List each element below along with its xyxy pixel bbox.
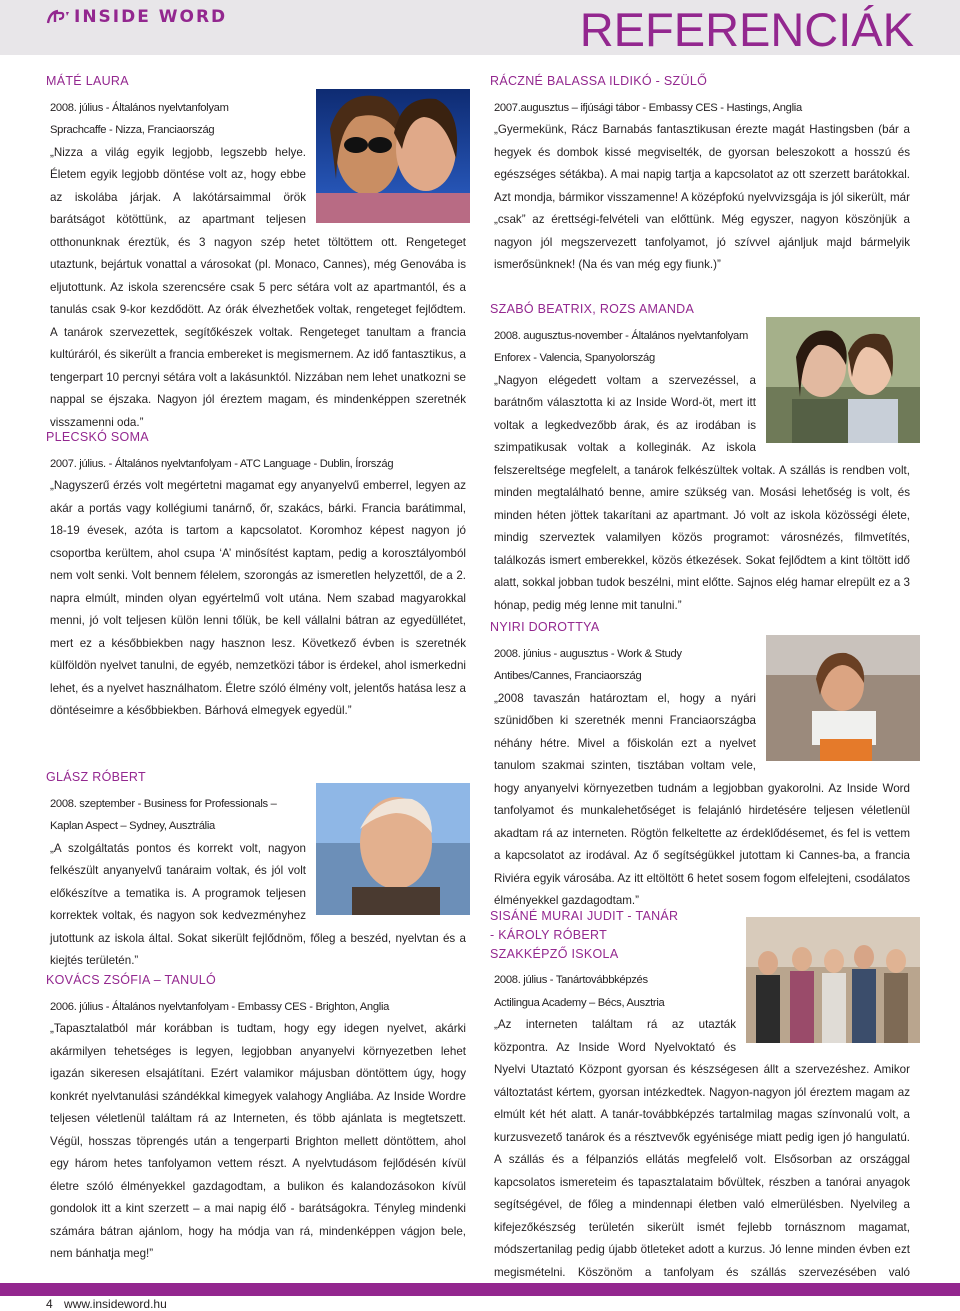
footer (46, 1297, 175, 1311)
right-column (490, 72, 910, 1307)
testimonial-name: SISÁNÉ MURAI JUDIT - TANÁR - KÁROLY RÓBERT SZAKKÉPZŐ ISKOLA (490, 909, 679, 961)
testimonial-meta: 2008. június - augusztus - Work & Study (494, 647, 682, 660)
testimonial-szabo-beatrix (490, 300, 910, 618)
testimonial-text: „2008 tavaszán határoztam el, hogy a nyári szünidőben ki szeretnék menni Franciaországba néhány hétre. Mivel a főiskolán ezt a nyelvet tanulom szakmai szinten, tisztában voltam vele, hogy anyanyelvi környezetben tudnám a legjobban gyakorolni. Az Inside Word tanfolyamot és munkalehetőséget is felajánló hirdetésére teljesen véletlenül akadtam rá az interneten. Rögtön felkeltette az érdeklődésemet, és fel is vettem a kapcsolatot az irodával. Az ő segítségükkel jutottam ki Cannes-ba, a francia Riviéra egyik városába. Az itt eltöltött 6 hetet sosem fogom elfelejteni, csodálatos élményekkel gazdagodtam.” (494, 691, 910, 908)
left-column (46, 72, 466, 1266)
page-title: REFERENCIÁK (579, 3, 914, 56)
testimonial-meta: 2007. július. - Általános nyelvtanfolyam - ATC Language - Dublin, Írország (50, 457, 394, 470)
testimonial-meta: 2008. augusztus-november - Általános nyelvtanfolyam (494, 329, 748, 342)
website-link[interactable]: www.insideword.hu (64, 1297, 167, 1311)
testimonial-meta: 2007.augusztus – ifjúsági tábor - Embassy CES - Hastings, Anglia (494, 101, 802, 114)
testimonial-raczne-balassa-ildiko (490, 72, 910, 300)
testimonial-sisane-murai-judit (490, 907, 910, 1307)
testimonial-meta: 2008. szeptember - Business for Professionals – (50, 797, 277, 810)
testimonial-meta: 2008. július - Tanártovábbképzés (494, 974, 648, 987)
testimonial-meta: Kaplan Aspect – Sydney, Ausztrália (50, 820, 215, 833)
testimonial-name: SZABÓ BEATRIX, ROZS AMANDA (490, 302, 695, 316)
testimonial-mate-laura (46, 72, 466, 428)
inside-word-logo-icon (46, 9, 70, 25)
testimonial-text: „Az interneten találtam rá az utazták központra. Az Inside Word Nyelvoktató és Nyelvi Utaztató Központ gyorsan és készségesen állt a szervezéshez. Amikor változtatást kértem, gyorsan intézkedtek. Nagyon-nagyon jól éreztem magam az elmúlt két hét alatt. A tanár-továbbképzés tartalmilag magas színvonalú volt, a kurzusvezető tanárok és a résztvevők egyénisége miatt pedig igen jó hangulatú. A szállás és a félpanziós ellátás megfelelő volt. Elsősorban az országgal kapcsolatos ismereteim és tapasztalataim bővültek, részben a tanórai anyagok segítségével, de főleg a mindennapi életben való elmerülésben. Nyelvileg a kifejezőkészség területén sikerült ismét fejlebb tornásznom magamat, módszertanilag pedig újabb ötleteket adott a kurzus. Jó lenne minden évben ezt megismételni. Köszönöm a tanfolyam és szállás szervezésében való (494, 1018, 910, 1279)
testimonial-text: „Nizza a világ egyik legjobb, legszebb helye. Életem egyik legjobb döntése volt az, hogy ebbe az iskolába járjak. A lakótársaimmal örök barátságot kötöttünk, az apartmant teljesen otthonunknak éreztük, és 3 nagyon szép hetet töltöttem ott. Rengeteget utaztunk, bejártuk vonattal a városokat (pl. Monaco, Cannes), még Genovába is eljutottunk. Az iskola szerencsére csak 5 perc sétára volt az apartmantól, és a tanulás csak 9-kor kezdődött. Az órák élvezhetőek voltak, rengeteget fejlődtem. A tanárok szervezettek, segítőkészek voltak. Rengeteget tanultam a francia kultúráról, és sikerült a francia embereket is megismernem. Az idő fantasztikus, a tengerpart 10 percnyi sétára volt a lakásunktól. Nizzában nem lehet unatkozni se nappal se éjszaka. Nagyon jól éreztem magam, és mindenképpen szeretnék visszamenni oda.” (50, 145, 466, 429)
testimonial-name: RÁCZNÉ BALASSA ILDIKÓ - SZÜLŐ (490, 74, 708, 88)
testimonial-nyiri-dorottya (490, 618, 910, 907)
photo-two-girls-outdoor (766, 317, 920, 443)
testimonial-meta: Antibes/Cannes, Franciaország (494, 670, 642, 683)
testimonial-text: „Gyermekünk, Rácz Barnabás fantasztikusan érezte magát Hastingsben (bár a hegyek és dombok kissé megviselték, de gyorsan beleszokott a hosszú és egészséges sétákba). A mai napig tartja a kapcsolatot az ott szerzett barátokkal. Azt mondja, bármikor visszamenne! A középfokú nyelvvizsgája is jól sikerült, már „csak” az érettségi-felvételi van előttünk. Még egyszer, nagyon köszönjük a nagyon jól megszervezett tanfolyamot, jó szívvel ajánljuk majd bármelyik ismerősünknek! (Na és van még egy fiunk.)” (494, 123, 910, 272)
photo-man-portrait (316, 783, 470, 915)
testimonial-name: PLECSKÓ SOMA (46, 430, 149, 444)
page-number: 4 (46, 1297, 53, 1311)
testimonial-meta: Enforex - Valencia, Spanyolország (494, 352, 655, 365)
photo-girl-sitting (766, 635, 920, 761)
testimonial-plecsko-soma (46, 428, 466, 768)
testimonial-kovacs-zsofia (46, 971, 466, 1266)
testimonial-glasz-robert (46, 768, 466, 971)
testimonial-text: „Nagyon elégedett voltam a szervezéssel, a barátnőm választotta ki az Inside Word-öt, mert itt voltak a legkedvezőbb árak, és az irodában is szimpatikusak voltak a kolleginák. Az iskola felszereltsége megfelelt, a tanárok felkészültek voltak. A szállás is rendben volt, minden megtalálható benne, amire szükség van. Mosási lehetőség is volt, és minden héten jöttek takarítani az apartmant. Jó volt az iskola közösségi élete, mindig szerveztek valamilyen közös programot: városnézés, filmvetítés, találkozás ismert emberekkel, közös étkezések. Sokat fejlődtem a kint töltött idő alatt, sokkal jobban tudok beszélni, mint előtte. Sajnos elég hamar elrepült ez a 3 hónap, pedig még lenne mit tanulni.” (494, 373, 910, 612)
logo (46, 7, 227, 27)
testimonial-text: „Nagyszerű érzés volt megértetni magamat egy anyanyelvű emberrel, legyen az akár a portás vagy kollégiumi tanárnő, őr, szakács, bárki. Francia barátimmal, 18-19 évesek, azóta is tartom a kapcsolatot. Koromhoz képest nagyon jó csoportba kerültem, ahol csupa ‘A’ minősítést kaptam, pedig a korosztályomból nem volt senki. Volt bennem félelem, szorongás az ismeretlen helyzettől, de a 2. napra elmúlt, minden olyan egyértelmű volt utána. Nem szabad magyarokkal menni, jó volt teljesen külön lenni tőlük, be kell vállalni bátran az egyedüllétet, mert ez a későbbiekben nagy hasznon lesz. Következő évben is szeretnék külföldön nyelvet tanulni, de egyéb, nemzetközi tábor is érdekel, ahol ismerkedni lehet, és a nyelvet használhatom. Életre szóló élmény volt, jelentős hatása lesz a döntéseimre a későbbiekben. Bárhová elmegyek egyedül.” (50, 479, 466, 718)
testimonial-meta: Actilingua Academy – Bécs, Ausztria (494, 996, 665, 1009)
page-header (0, 0, 960, 55)
logo-text: INSIDE WORD (74, 7, 228, 27)
testimonial-name: NYIRI DOROTTYA (490, 620, 600, 634)
photo-group-of-women (746, 917, 920, 1043)
testimonial-text: „A szolgáltatás pontos és korrekt volt, nagyon felkészült anyanyelvű tanáraim voltak, és jól volt előkészítve a tematika is. A programok teljesen korrektek voltak, és nagyon sok kedvezményhez jutottunk az iskola által. Sokat sikerült fejlődnöm, főleg a beszéd, nyelvtan és a kiejtés területén.” (50, 841, 466, 968)
testimonial-meta: 2006. július - Általános nyelvtanfolyam - Embassy CES - Brighton, Anglia (50, 1000, 390, 1013)
photo-two-girls (316, 89, 470, 223)
testimonial-name: MÁTÉ LAURA (46, 74, 129, 88)
testimonial-name: KOVÁCS ZSÓFIA – TANULÓ (46, 973, 217, 987)
testimonial-text: „Tapasztalatból már korábban is tudtam, hogy egy idegen nyelvet, akárki akármilyen tehetséges is legyen, legjobban anyanyelvi környezetben lehet igazán sikeresen elsajátítani. Ezért valamikor májusban döntöttem úgy, hogy konkrét nyelvtanulási szándékkal kimegyek valahogy Angliába. Az Inside Wordre teljesen véletlenül találtam rá az Interneten, és több ajánlata is megtetszett. Végül, hosszas töprengés után a tengerparti Brighton mellett döntöttem, ahol egy három hetes tanfolyamon vettem részt. A nyelvtudásom fejlődésén kívül életre szóló élményekkel gazdagodtam, a bulikon és kalandozásokon kívül gondolok itt a kint szerzett – a mai napig élő - barátságokra. Tényleg mindenki számára bátran ajánlom, hogy ha módja van rá, mindenképpen vágjon bele, nem bánhatja meg!” (50, 1022, 466, 1261)
testimonial-name: GLÁSZ RÓBERT (46, 770, 146, 784)
testimonial-meta: 2008. július - Általános nyelvtanfolyam (50, 101, 229, 114)
testimonial-meta: Sprachcaffe - Nizza, Franciaország (50, 124, 215, 137)
